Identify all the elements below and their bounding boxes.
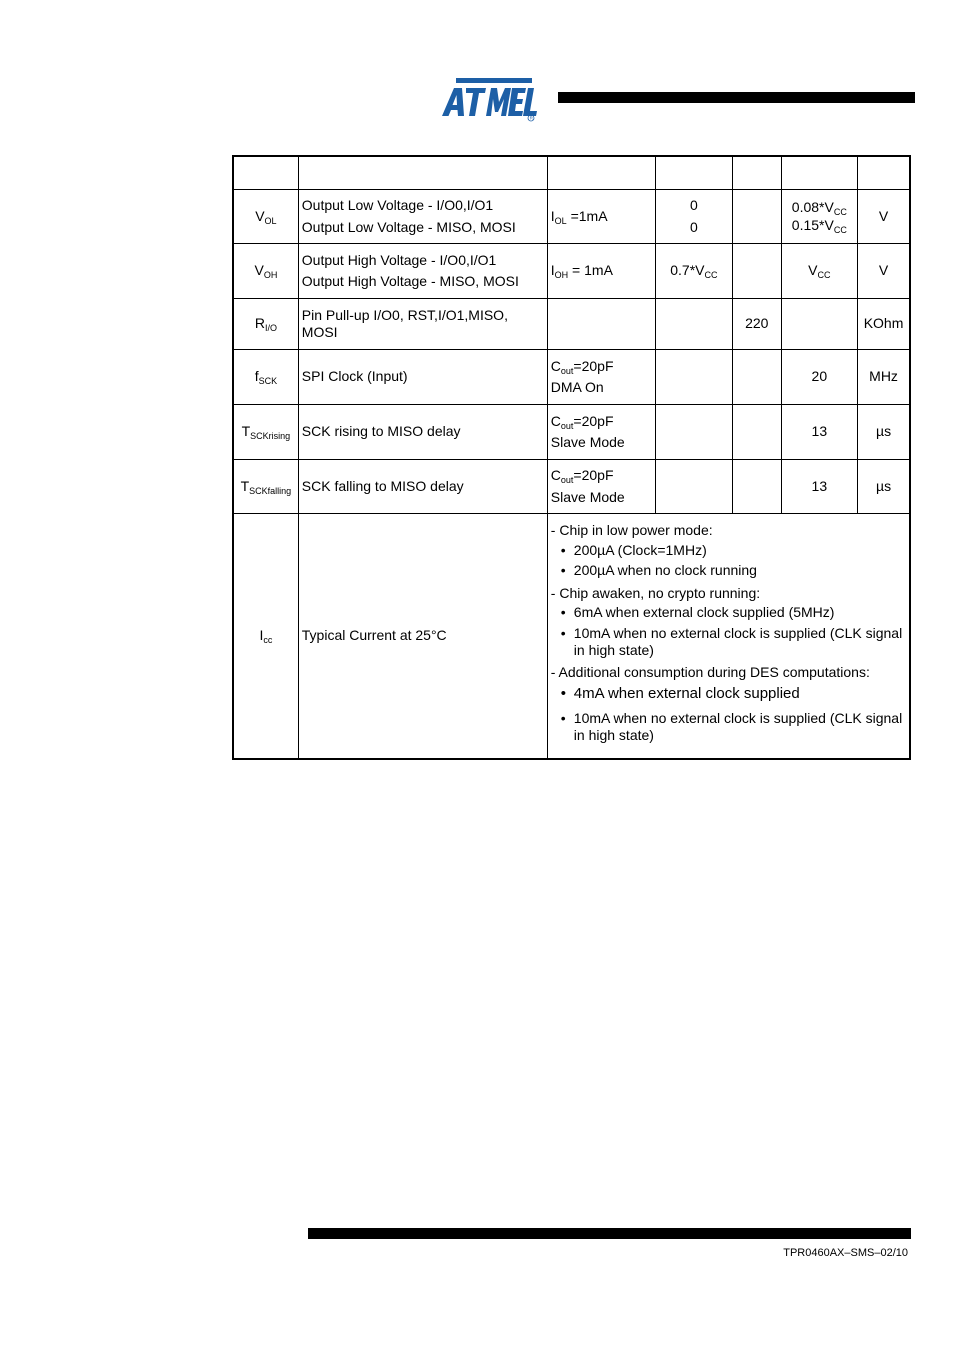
unit-cell: KOhm	[858, 299, 910, 350]
max-cell	[781, 299, 858, 350]
min-cell	[655, 460, 732, 514]
typ-cell	[733, 460, 781, 514]
group-des: - Additional consumption during DES computations: • 4mA when external clock supplied • 10mA when no external clock is supplied (CLK signal in high state)	[551, 664, 906, 745]
max-cell: $0.08*V_{CC}$ $0.15*V_{CC}$	[781, 190, 858, 244]
condition-cell: $I_{OL} =1mA$	[547, 190, 655, 244]
table-row	[233, 405, 910, 460]
table-row	[233, 514, 910, 759]
symbol-cell: $I_{cc}$	[233, 514, 298, 759]
parameter-cell: Typical Current at 25°C	[298, 514, 547, 759]
max-cell: $V_{CC}$	[781, 244, 858, 299]
condition-cell	[547, 299, 655, 350]
max-cell: 20	[781, 350, 858, 405]
atmel-logo	[440, 76, 540, 122]
typ-cell: 220	[733, 299, 781, 350]
group-awaken: - Chip awaken, no crypto running: • 6mA when external clock supplied (5MHz) • 10mA when no external clock is supplied (CLK signal in high state)	[551, 585, 906, 660]
header-cell-parameter	[298, 156, 547, 190]
parameter-cell: Output High Voltage - I/O0,I/O1 Output High Voltage - MISO, MOSI	[298, 244, 547, 299]
symbol-cell: $V_{OH}$	[233, 244, 298, 299]
header-cell-max	[781, 156, 858, 190]
header-cell-unit	[858, 156, 910, 190]
symbol-cell: $f_{SCK}$	[233, 350, 298, 405]
header-cell-typ	[733, 156, 781, 190]
condition-cell: $I_{OH} = 1mA$	[547, 244, 655, 299]
condition-cell: $C_{out}=20pF$ Slave Mode	[547, 405, 655, 460]
table-row	[233, 350, 910, 405]
list-item: • 200µA when no clock running	[561, 562, 906, 580]
header-cell-min	[655, 156, 732, 190]
unit-cell: µs	[858, 405, 910, 460]
table-row	[233, 299, 910, 350]
header-cell-condition	[547, 156, 655, 190]
header-rule	[558, 92, 915, 103]
list-item: • 10mA when no external clock is supplied (CLK signal in high state)	[561, 625, 906, 660]
min-cell	[655, 350, 732, 405]
min-cell: $0.7*V_{CC}$	[655, 244, 732, 299]
header-cell-symbol	[233, 156, 298, 190]
table-row	[233, 244, 910, 299]
condition-cell: $C_{out}=20pF$ Slave Mode	[547, 460, 655, 514]
parameter-cell: Pin Pull-up I/O0, RST,I/O1,MISO, MOSI	[298, 299, 547, 350]
unit-cell: MHz	[858, 350, 910, 405]
typ-cell	[733, 405, 781, 460]
svg-text:R: R	[529, 115, 533, 121]
min-cell	[655, 405, 732, 460]
typ-cell	[733, 244, 781, 299]
symbol-cell: $R_{I/O}$	[233, 299, 298, 350]
list-item: • 4mA when external clock supplied	[561, 685, 906, 704]
unit-cell: V	[858, 244, 910, 299]
table-row	[233, 190, 910, 244]
parameter-cell: SPI Clock (Input)	[298, 350, 547, 405]
parameter-cell: SCK falling to MISO delay	[298, 460, 547, 514]
typ-cell	[733, 190, 781, 244]
footer-rule	[308, 1228, 911, 1239]
unit-cell: V	[858, 190, 910, 244]
max-cell: 13	[781, 460, 858, 514]
current-conditions-cell	[547, 514, 910, 759]
document-id: TPR0460AX–SMS–02/10	[783, 1247, 908, 1259]
symbol-cell: $V_{OL}$	[233, 190, 298, 244]
group-low-power: - Chip in low power mode: • 200µA (Clock=1MHz) • 200µA when no clock running	[551, 522, 906, 580]
table-header-row	[233, 156, 910, 190]
max-cell: 13	[781, 405, 858, 460]
symbol-cell: $T_{SCKrising}$	[233, 405, 298, 460]
list-item: • 200µA (Clock=1MHz)	[561, 542, 906, 560]
symbol-cell: $T_{SCKfalling}$	[233, 460, 298, 514]
parameter-cell: Output Low Voltage - I/O0,I/O1 Output Low Voltage - MISO, MOSI	[298, 190, 547, 244]
unit-cell: µs	[858, 460, 910, 514]
min-cell: 0 0	[655, 190, 732, 244]
min-cell	[655, 299, 732, 350]
parameter-cell: SCK rising to MISO delay	[298, 405, 547, 460]
list-item: • 10mA when no external clock is supplied (CLK signal in high state)	[561, 710, 906, 745]
table-row	[233, 460, 910, 514]
list-item: • 6mA when external clock supplied (5MHz)	[561, 604, 906, 622]
condition-cell: $C_{out}=20pF$ DMA On	[547, 350, 655, 405]
typ-cell	[733, 350, 781, 405]
electrical-characteristics-table	[232, 155, 911, 760]
